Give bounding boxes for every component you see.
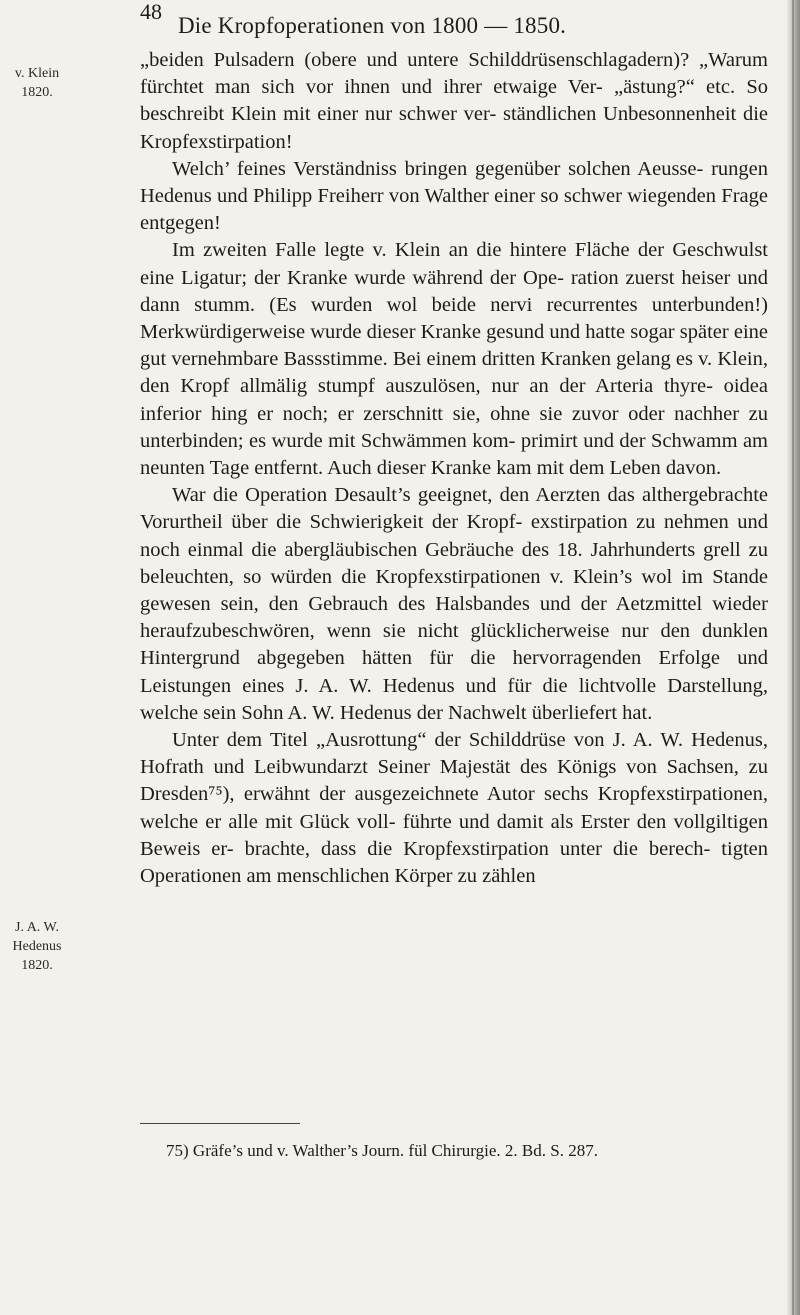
margin-note-hedenus [0,918,74,975]
margin-note-line: v. Klein [14,66,60,81]
footnote-text: Gräfe’s und v. Walther’s Journ. fül Chirurgie. 2. Bd. S. 287. [192,1141,598,1160]
page-edge-line [792,0,794,1315]
margin-note-line: 1820. [21,958,53,973]
paragraph-2: Welch’ feines Verständniss bringen gegenüber solchen Aeusse- rungen Hedenus und Philipp Freiherr von Walther einer so schwer wiegenden Frage entgegen! [140,157,768,235]
page-header [140,0,760,40]
footnote-marker: 75) [166,1141,189,1160]
paragraph-4: War die Operation Desault’s geeignet, den Aerzten das althergebrachte Vorurtheil über die Schwierigkeit der Kropf- exstirpation zu nehmen und noch einmal die abergläubischen Gebräuche des 18. Jahrhunderts grell zu beleuchten, so würden die Kropfexstirpationen v. Klein’s wol im Stande gewesen sein, den Gebrauch des Halsbandes und der Aetzmittel wieder heraufzubeschwören, wenn sie nicht glücklicherweise nur den dunklen Hintergrund abgegeben hätten für die hervorragenden Erfolge und Leistungen eines J. A. W. Hedenus und für die lichtvolle Darstellung, welche sein Sohn A. W. Hedenus der Nachwelt überliefert hat. [140,484,768,724]
margin-note-line: J. A. W. [15,920,59,935]
margin-note-klein [0,64,74,102]
paragraph-1: „beiden Pulsadern (obere und untere Schilddrüsenschlagadern)? „Warum fürchtet man sich vor ihnen und ihrer etwaige Ver- „ästung?“ etc. So beschreibt Klein mit einer nur schwer ver- ständlichen Unbesonnenheit die Kropfexstirpation! [140,49,768,153]
body-text [140,47,768,890]
page-number: 48 [140,0,162,24]
footnote [166,1140,766,1162]
paragraph-5: Unter dem Titel „Ausrottung“ der Schilddrüse von J. A. W. Hedenus, Hofrath und Leibwundarzt Seiner Majestät des Königs von Sachsen, zu Dresden⁷⁵), erwähnt der ausgezeichnete Autor sechs Kropfexstirpationen, welche er alle mit Glück voll- führte und damit als Erster den vollgiltigen Beweis er- brachte, dass die Kropfexstirpation unter die berech- tigten Operationen am menschlichen Körper zu zählen [140,729,768,888]
footnote-divider [140,1123,300,1124]
running-title: Die Kropfoperationen von 1800 — 1850. [178,13,567,38]
paragraph-3: Im zweiten Falle legte v. Klein an die hintere Fläche der Geschwulst eine Ligatur; der Kranke wurde während der Ope- ration zuerst heiser und dann stumm. (Es wurden wol beide nervi recurrentes unterbunden!) Merkwürdigerweise wurde dieser Kranke gesund und hatte sogar später eine gut vernehmbare Bassstimme. Bei einem dritten Kranken gelang es v. Klein, den Kropf allmälig stumpf auszulösen, nur an der Arteria thyre- oidea inferior hing er noch; er zerschnitt sie, ohne sie zuvor oder nachher zu unterbinden; es wurde mit Schwämmen kom- primirt und der Schwamm am neunten Tage entfernt. Auch dieser Kranke kam mit dem Leben davon. [140,239,768,480]
margin-note-line: 1820. [21,85,53,100]
margin-note-line: Hedenus [12,939,62,954]
